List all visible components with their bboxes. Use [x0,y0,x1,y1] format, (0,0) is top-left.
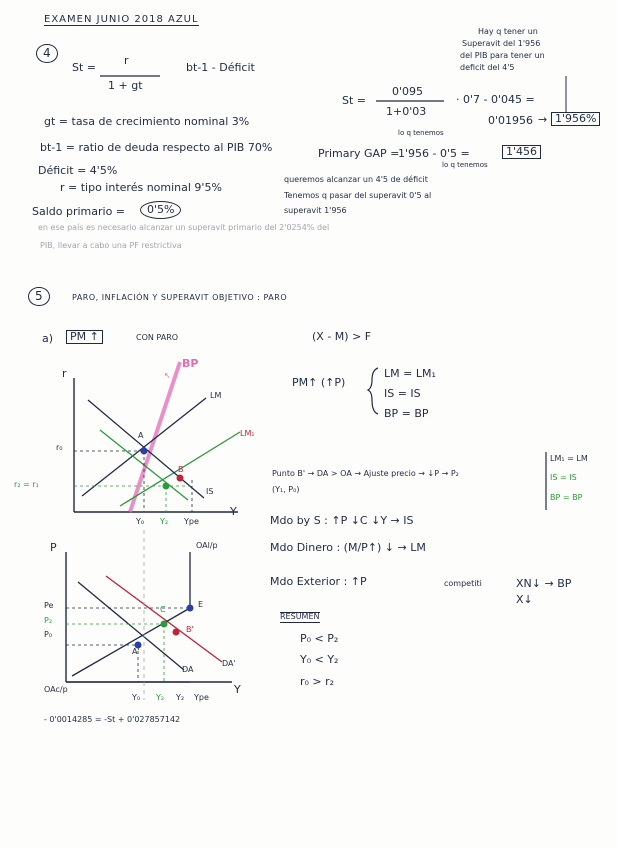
gap-expr: 1'956 - 0'5 = [398,147,470,160]
gap-note: lo q tenemos [442,161,488,169]
g2-x-label: Y [234,683,241,696]
lm1-label: LM₁ [240,429,255,438]
arrow-glyph: → [538,113,548,126]
resumen-item: r₀ > r₂ [300,675,335,688]
x-down: X↓ [516,593,533,606]
is-label: IS [206,487,214,496]
oalp-label: OAl/p [196,541,218,550]
point-b-prime-label: B' [186,625,194,634]
bp-label: BP [182,357,199,370]
goal-line: Tenemos q pasar del superavit 0'5 al [284,191,432,200]
definition-bt: bt-1 = ratio de deuda respecto al PIB 70% [40,141,273,154]
point-green [163,483,170,490]
p2-label: P₂ [44,616,53,625]
competiti: competiti [444,579,482,588]
gap-label: Primary GAP = [318,147,400,160]
pe-label: Pe [44,601,54,610]
punto-sub: (Y₁, P₀) [272,485,300,494]
st-rest: bt-1 - Déficit [186,61,255,74]
st2-boxed-result: 1'956% [551,112,600,126]
q5-title: PARO, INFLACIÓN Y SUPERAVIT OBJETIVO : PARO [72,293,288,302]
g2-tick: Ype [194,693,209,702]
point-a [141,448,148,455]
da-label: DA [182,665,194,674]
da-prime-label: DA' [222,659,236,668]
g1-r0-label: r₀ [56,443,63,452]
g1-tick: Y₂ [160,517,169,526]
g2-tick: Y₀ [132,693,141,702]
xn-line: XN↓ → BP [516,577,572,590]
definition-r: r = tipo interés nominal 9'5% [60,181,222,194]
st2-result: 0'01956 [488,114,534,127]
g1-r2r1-label: r₂ = r₁ [14,480,39,489]
oacp-label: OAc/p [44,685,68,694]
mdo-dinero: Mdo Dinero : (M/P↑) ↓ → LM [270,541,426,554]
mdo-bys: Mdo by S : ↑P ↓C ↓Y → IS [270,514,414,527]
g2-y-label: P [50,541,57,554]
lm-label: LM [210,391,222,400]
conclusion-line: PIB, llevar a cabo una PF restrictiva [40,241,182,250]
question-5-number: 5 [28,287,50,306]
note-line: Hay q tener un [478,27,538,36]
saldo-value: 0'5% [140,201,181,219]
g1-tick: Y₀ [136,517,145,526]
gap-note: lo q tenemos [398,129,444,137]
note-line: Superavit del 1'956 [462,39,541,48]
pm-eq: IS = IS [384,387,421,400]
st2-rest: · 0'7 - 0'045 = [456,93,535,106]
note-line: del PIB para tener un [460,51,545,60]
goal-line: queremos alcanzar un 4'5 de déficit [284,175,428,184]
st2-numerator: 0'095 [392,85,424,98]
g2-tick: Y₂ [156,693,165,702]
st-denominator: 1 + gt [108,79,143,92]
g2-tick: Y₂ [176,693,185,702]
g1-y-label: r [62,367,67,380]
definition-deficit: Déficit = 4'5% [38,164,118,177]
point-a-prime-label: A' [132,647,140,656]
part-a-label: a) [42,332,54,345]
point-b-label: B [178,465,184,474]
pm-box: PM ↑ [66,330,103,344]
page-title: EXAMEN JUNIO 2018 AZUL [44,14,199,25]
punto-line: Punto B' → DA > OA → Ajuste precio → ↓P → P₂ [272,469,459,478]
resumen-item: Y₀ < Y₂ [300,653,339,666]
side-eq: IS = IS [550,473,577,482]
side-eq: LM₁ = LM [550,454,588,463]
point-c [161,621,168,628]
question-4-number: 4 [36,44,58,63]
point-c-label: C [160,605,166,614]
pm-eq: BP = BP [384,407,429,420]
point-e-label: E [198,600,204,609]
p0-label: P₀ [44,630,53,639]
saldo-label: Saldo primario = [32,205,126,218]
pm-eq: LM = LM₁ [384,367,436,380]
goal-line: superavit 1'956 [284,206,347,215]
bottom-equation: - 0'0014285 = -St + 0'027857142 [44,715,181,724]
con-paro: CON PARO [136,333,179,342]
g1-x-label: Y [230,505,237,518]
st-numerator: r [124,54,129,67]
gap-boxed: 1'456 [502,145,541,159]
point-b-prime [173,629,180,636]
oa-curve [72,605,190,676]
side-eq: BP = BP [550,493,583,502]
conclusion-line: en ese país es necesario alcanzar un superavit primario del 2'0254% del [38,223,330,232]
g1-tick: Ype [184,517,199,526]
resumen-title: RESUMEN [280,612,320,621]
brace [368,368,378,414]
resumen-item: P₀ < P₂ [300,632,339,645]
pm-eq-label: PM↑ (↑P) [292,376,346,389]
xm-condition: (X - M) > F [312,330,372,343]
bp-arrow-icon: ↖ [164,371,171,380]
point-e [187,605,194,612]
note-line: deficit del 4'5 [460,63,515,72]
definition-gt: gt = tasa de crecimiento nominal 3% [44,115,250,128]
st2-denominator: 1+0'03 [386,105,427,118]
point-b [177,475,184,482]
st2-lhs: St = [342,94,367,107]
mdo-exterior: Mdo Exterior : ↑P [270,575,367,588]
point-a-label: A [138,431,144,440]
st-lhs: St = [72,61,97,74]
